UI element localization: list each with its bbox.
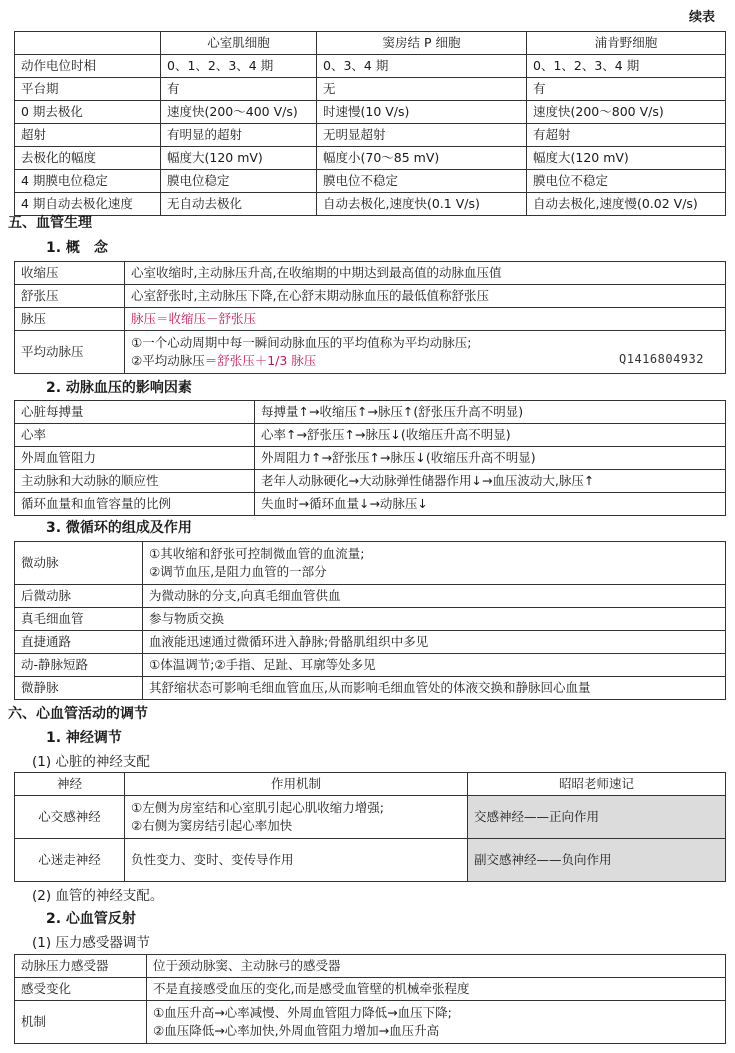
table-cell: ①体温调节;②手指、足趾、耳廓等处多见 [143, 654, 726, 677]
table-row [15, 193, 726, 216]
paragraph: (1) 心脏的神经支配 [32, 754, 150, 770]
table-cell: 有超射 [527, 124, 726, 147]
table-cell: 无 [317, 78, 527, 101]
table-row [15, 147, 726, 170]
table-cell: 外周阻力↑→舒张压↑→脉压↓(收缩压升高不明显) [255, 447, 726, 470]
table-row [15, 654, 726, 677]
section-title: 六、心血管活动的调节 [8, 706, 148, 722]
table-cell [147, 1001, 726, 1044]
table-cell: 幅度大(120 mV) [527, 147, 726, 170]
paragraph: (1) 压力感受器调节 [32, 935, 150, 951]
table-row [15, 401, 726, 424]
section-title: 五、血管生理 [8, 215, 92, 231]
row-label: 4 期自动去极化速度 [15, 193, 161, 216]
table-cell: 每搏量↑→收缩压↑→脉压↑(舒张压升高不明显) [255, 401, 726, 424]
table-cell: 负性变力、变时、变传导作用 [125, 839, 468, 882]
cell-line: ①一个心动周期中每一瞬间动脉血压的平均值称为平均动脉压; [131, 335, 472, 350]
table-row [15, 424, 726, 447]
table-row [15, 447, 726, 470]
table-cell: 为微动脉的分支,向真毛细血管供血 [143, 585, 726, 608]
row-label: 去极化的幅度 [15, 147, 161, 170]
subsection-title: 2. 心血管反射 [46, 911, 136, 927]
row-label: 微动脉 [15, 542, 143, 585]
table-row [15, 955, 726, 978]
cell-line: ①左侧为房室结和心室肌引起心肌收缩力增强; [131, 800, 384, 815]
row-label: 平均动脉压 [15, 331, 125, 374]
cell-line: ②血压降低→心率加快,外周血管阻力增加→血压升高 [153, 1023, 440, 1038]
table-row [15, 542, 726, 585]
header-cell: 作用机制 [125, 773, 468, 796]
cardiac-nerve-table [14, 772, 726, 882]
table-row [15, 585, 726, 608]
bp-factor-table [14, 400, 726, 516]
table-cell: 心室舒张时,主动脉压下降,在心舒末期动脉血压的最低值称舒张压 [125, 285, 726, 308]
paragraph: (2) 血管的神经支配。 [32, 888, 164, 904]
row-label: 后微动脉 [15, 585, 143, 608]
table-cell: 脉压＝收缩压－舒张压 [125, 308, 726, 331]
table-row [15, 796, 726, 839]
table-cell: 有 [161, 78, 317, 101]
watermark-stamp: Q1416804932 [619, 352, 704, 366]
table-row [15, 78, 726, 101]
header-cell: 浦肯野细胞 [527, 32, 726, 55]
table-cell: 无自动去极化 [161, 193, 317, 216]
table-cell: 膜电位不稳定 [527, 170, 726, 193]
table-row [15, 101, 726, 124]
table-row [15, 170, 726, 193]
table-cell: 心率↑→舒张压↑→脉压↓(收缩压升高不明显) [255, 424, 726, 447]
table-cell: 幅度小(70～85 mV) [317, 147, 527, 170]
table-cell: 时速慢(10 V/s) [317, 101, 527, 124]
table-cell: 位于颈动脉窦、主动脉弓的感受器 [147, 955, 726, 978]
baroreceptor-table [14, 954, 726, 1044]
table-header-row [15, 773, 726, 796]
subsection-title: 1. 概 念 [46, 240, 108, 256]
table-cell: 其舒缩状态可影响毛细血管血压,从而影响毛细血管处的体液交换和静脉回心血量 [143, 677, 726, 700]
row-label: 感受变化 [15, 978, 147, 1001]
table-cell: 血液能迅速通过微循环进入静脉;骨骼肌组织中多见 [143, 631, 726, 654]
row-label: 真毛细血管 [15, 608, 143, 631]
row-label: 微静脉 [15, 677, 143, 700]
row-label: 主动脉和大动脉的顺应性 [15, 470, 255, 493]
memo-cell: 交感神经——正向作用 [468, 796, 726, 839]
table-cell: 失血时→循环血量↓→动脉压↓ [255, 493, 726, 516]
table-row [15, 677, 726, 700]
table-cell: 0、1、2、3、4 期 [527, 55, 726, 78]
row-label: 动-静脉短路 [15, 654, 143, 677]
row-label: 0 期去极化 [15, 101, 161, 124]
table-cell: 自动去极化,速度快(0.1 V/s) [317, 193, 527, 216]
row-label: 心脏每搏量 [15, 401, 255, 424]
row-label: 脉压 [15, 308, 125, 331]
cell-line: ①血压升高→心率减慢、外周血管阻力降低→血压下降; [153, 1005, 452, 1020]
subsection-title: 3. 微循环的组成及作用 [46, 520, 192, 536]
cell-line: ②右侧为窦房结引起心率加快 [131, 818, 293, 833]
table-row [15, 978, 726, 1001]
table-cell: 幅度大(120 mV) [161, 147, 317, 170]
row-label: 外周血管阻力 [15, 447, 255, 470]
row-label: 直捷通路 [15, 631, 143, 654]
table-cell: 老年人动脉硬化→大动脉弹性储器作用↓→血压波动大,脉压↑ [255, 470, 726, 493]
continued-label: 续表 [688, 10, 715, 25]
formula-prefix: ②平均动脉压＝ [131, 353, 218, 368]
table-row [15, 839, 726, 882]
table-header-row [15, 32, 726, 55]
row-label: 动作电位时相 [15, 55, 161, 78]
table-row [15, 631, 726, 654]
subsection-title: 2. 动脉血压的影响因素 [46, 380, 192, 396]
table-cell: 心室收缩时,主动脉压升高,在收缩期的中期达到最高值的动脉血压值 [125, 262, 726, 285]
memo-cell: 副交感神经——负向作用 [468, 839, 726, 882]
row-label: 4 期膜电位稳定 [15, 170, 161, 193]
row-label: 收缩压 [15, 262, 125, 285]
table-cell: 不是直接感受血压的变化,而是感受血管壁的机械牵张程度 [147, 978, 726, 1001]
cell-line: ①其收缩和舒张可控制微血管的血流量; [149, 546, 365, 561]
cell-line: ②调节血压,是阻力血管的一部分 [149, 564, 327, 579]
row-label: 心交感神经 [15, 796, 125, 839]
row-label: 心率 [15, 424, 255, 447]
formula-highlight: 舒张压＋1/3 脉压 [217, 353, 317, 368]
table-row [15, 493, 726, 516]
header-cell [15, 32, 161, 55]
table-row [15, 124, 726, 147]
subsection-title: 1. 神经调节 [46, 730, 122, 746]
table-cell: 无明显超射 [317, 124, 527, 147]
cell-comparison-table [14, 31, 726, 216]
table-cell [125, 796, 468, 839]
header-cell: 昭昭老师速记 [468, 773, 726, 796]
row-label: 动脉压力感受器 [15, 955, 147, 978]
table-row [15, 308, 726, 331]
table-cell [143, 542, 726, 585]
header-cell: 神经 [15, 773, 125, 796]
table-cell: 0、3、4 期 [317, 55, 527, 78]
table-row [15, 55, 726, 78]
row-label: 机制 [15, 1001, 147, 1044]
row-label: 舒张压 [15, 285, 125, 308]
table-row [15, 262, 726, 285]
table-row [15, 285, 726, 308]
microcirculation-table [14, 541, 726, 700]
table-cell: 膜电位稳定 [161, 170, 317, 193]
table-cell: 0、1、2、3、4 期 [161, 55, 317, 78]
row-label: 心迷走神经 [15, 839, 125, 882]
table-cell: 有明显的超射 [161, 124, 317, 147]
header-cell: 心室肌细胞 [161, 32, 317, 55]
table-cell: 速度快(200～400 V/s) [161, 101, 317, 124]
table-cell: 有 [527, 78, 726, 101]
row-label: 平台期 [15, 78, 161, 101]
table-cell: 自动去极化,速度慢(0.02 V/s) [527, 193, 726, 216]
table-cell: 膜电位不稳定 [317, 170, 527, 193]
row-label: 循环血量和血管容量的比例 [15, 493, 255, 516]
table-row [15, 470, 726, 493]
row-label: 超射 [15, 124, 161, 147]
table-cell: 速度快(200～800 V/s) [527, 101, 726, 124]
table-cell: 参与物质交换 [143, 608, 726, 631]
table-row [15, 1001, 726, 1044]
table-row [15, 608, 726, 631]
header-cell: 窦房结 P 细胞 [317, 32, 527, 55]
